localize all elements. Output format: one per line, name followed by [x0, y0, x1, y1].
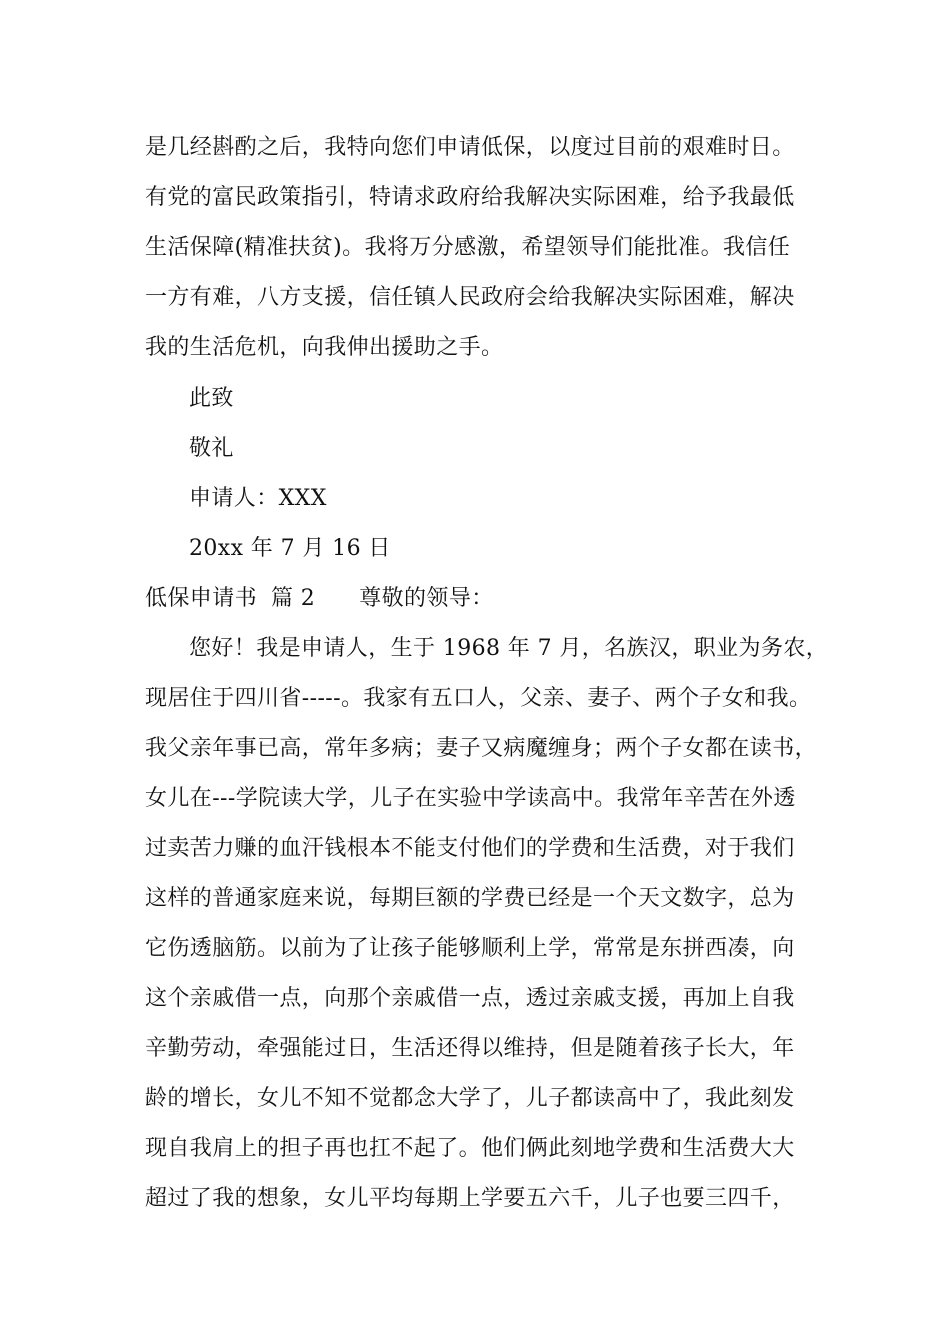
paragraph-line: 您好！我是申请人，生于 1968 年 7 月，名族汉，职业为务农， — [189, 636, 829, 661]
paragraph-line: 这样的普通家庭来说，每期巨额的学费已经是一个天文数字，总为 — [145, 886, 795, 911]
paragraph-line: 有党的富民政策指引，特请求政府给我解决实际困难，给予我最低 — [145, 185, 795, 210]
applicant-signature: 申请人：XXX — [189, 486, 327, 511]
paragraph-line: 现自我肩上的担子再也扛不起了。他们俩此刻地学费和生活费大大 — [145, 1136, 795, 1161]
salutation: 敬礼 — [189, 436, 234, 461]
section-title: 低保申请书 — [145, 586, 258, 611]
paragraph-line: 现居住于四川省-----。我家有五口人，父亲、妻子、两个子女和我。 — [145, 686, 812, 711]
paragraph-line: 过卖苦力赚的血汗钱根本不能支付他们的学费和生活费，对于我们 — [145, 836, 795, 861]
section-heading — [145, 584, 845, 614]
paragraph-line: 是几经斟酌之后，我特向您们申请低保，以度过目前的艰难时日。 — [145, 135, 795, 160]
paragraph-line: 女儿在---学院读大学，儿子在实验中学读高中。我常年辛苦在外透 — [145, 786, 796, 811]
letter-greeting: 尊敬的领导： — [359, 586, 494, 611]
paragraph-line: 超过了我的想象，女儿平均每期上学要五六千，儿子也要三四千， — [145, 1186, 795, 1211]
paragraph-line: 我的生活危机，向我伸出援助之手。 — [145, 335, 504, 360]
section-part: 篇 2 — [271, 586, 316, 611]
paragraph-line: 龄的增长，女儿不知不觉都念大学了，儿子都读高中了，我此刻发 — [145, 1086, 795, 1111]
paragraph-line: 我父亲年事已高，常年多病；妻子又病魔缠身；两个子女都在读书， — [145, 736, 818, 761]
paragraph-line: 辛勤劳动，牵强能过日，生活还得以维持，但是随着孩子长大，年 — [145, 1036, 795, 1061]
letter-date: 20xx 年 7 月 16 日 — [189, 536, 391, 561]
paragraph-line: 它伤透脑筋。以前为了让孩子能够顺利上学，常常是东拼西凑，向 — [145, 936, 795, 961]
paragraph-line: 这个亲戚借一点，向那个亲戚借一点，透过亲戚支援，再加上自我 — [145, 986, 795, 1011]
paragraph-line: 一方有难，八方支援，信任镇人民政府会给我解决实际困难，解决 — [145, 285, 795, 310]
paragraph-line: 生活保障(精准扶贫)。我将万分感激，希望领导们能批准。我信任 — [145, 235, 791, 260]
closing-phrase: 此致 — [189, 386, 234, 411]
